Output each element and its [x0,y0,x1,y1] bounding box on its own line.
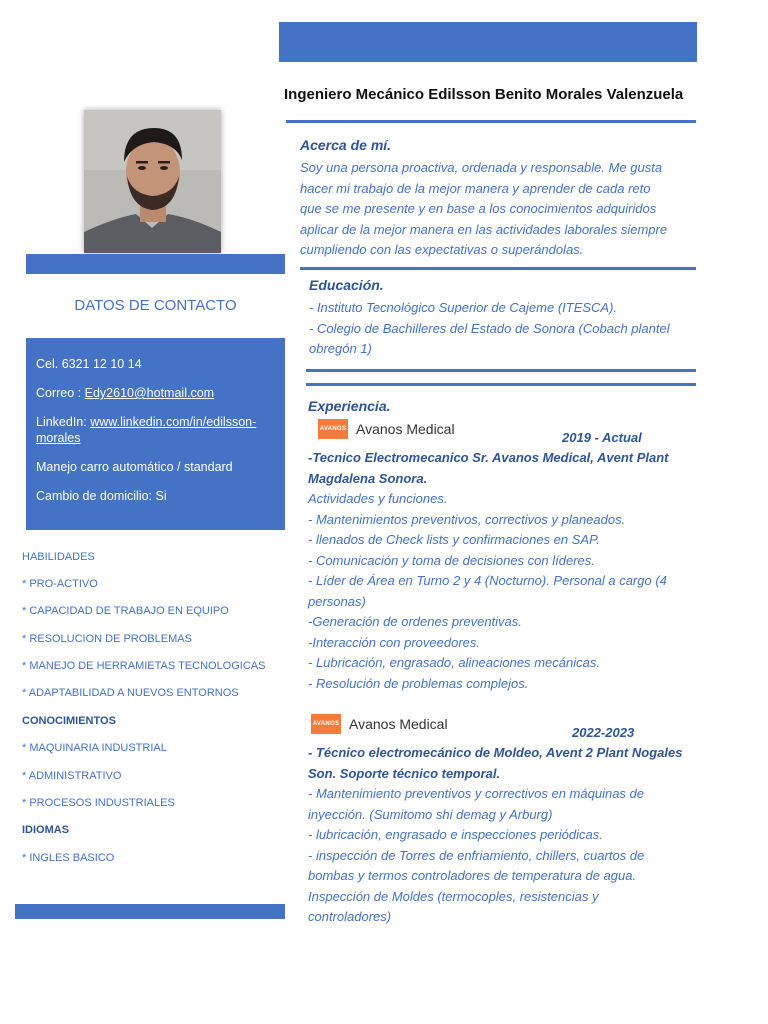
job-description [308,448,708,694]
page-title: Ingeniero Mecánico Edilsson Benito Morales Valenzuela [284,86,684,103]
job-description [308,743,708,928]
contact-box [26,338,285,530]
skill-item: * CAPACIDAD DE TRABAJO EN EQUIPO [22,605,229,617]
education-title: Educación. [309,277,384,293]
left-divider-bar [26,254,285,274]
about-line: cumpliendo con las expectativas o superándolas. [300,242,584,257]
contact-relocation: Cambio de domicilio: Si [36,489,167,503]
job-line: bombas y termos controladores de temperatura de agua. [308,868,637,883]
about-line: hacer mi trabajo de la mejor manera y aprender de cada reto [300,180,651,196]
job-line: - Mantenimientos preventivos, correctivos y planeados. [308,511,626,527]
contact-email-link[interactable]: Edy2610@hotmail.com [84,386,215,400]
knowledge-item: * MAQUINARIA INDUSTRIAL [22,742,167,754]
skill-item: * ADAPTABILIDAD A NUEVOS ENTORNOS [22,687,239,699]
about-line: aplicar de la mejor manera en las actividades laborales siempre [300,221,668,237]
company-logo-icon: AVANOS [311,714,341,734]
job-company-row [311,714,448,734]
education-line: - Colegio de Bachilleres del Estado de Sonora (Cobach plantel [309,320,670,336]
knowledge-heading: CONOCIMIENTOS [22,715,116,727]
education-line: obregón 1) [309,341,372,356]
job-role: - Técnico electromecánico de Moldeo, Avent 2 Plant Nogales [308,745,683,760]
about-text [300,158,700,261]
contact-email-label: Correo : [36,386,85,400]
job-line: inyección. (Sumitomo shi demag y Arburg) [308,806,553,822]
job-line: - inspección de Torres de enfriamiento, chillers, cuartos de [308,847,645,863]
job-line: - llenados de Check lists y confirmaciones en SAP. [308,532,600,547]
section-divider [306,369,696,372]
company-name: Avanos Medical [356,421,455,437]
contact-linkedin-label: LinkedIn: [36,415,91,429]
skill-item: * MANEJO DE HERRAMIETAS TECNOLOGICAS [22,660,266,672]
languages-heading: IDIOMAS [22,824,70,836]
language-item: * INGLES BASICO [22,852,115,864]
education-line: - Instituto Tecnológico Superior de Cajeme (ITESCA). [309,300,618,315]
job-line: controladores) [308,909,392,924]
contact-linkedin-link-cont[interactable]: morales [36,431,81,445]
company-logo-icon: AVANOS [318,419,348,439]
job-line: -Interacción con proveedores. [308,634,480,650]
about-line: Soy una persona proactiva, ordenada y responsable. Me gusta [300,160,663,175]
skills-heading: HABILIDADES [22,551,95,563]
contact-car: Manejo carro automático / standard [36,460,233,474]
section-divider [306,383,696,386]
skill-item: * RESOLUCION DE PROBLEMAS [22,633,192,645]
job-line: Actividades y funciones. [308,491,448,506]
job-line: personas) [308,593,366,609]
job-line: - Mantenimiento preventivos y correctivos en máquinas de [308,786,644,801]
job-line: - Líder de Área en Turno 2 y 4 (Nocturno). Personal a cargo (4 [308,573,667,588]
job-role: Son. Soporte técnico temporal. [308,765,501,781]
job-line: Inspección de Moldes (termocoples, resistencias y [308,888,599,904]
profile-photo [84,110,221,253]
left-footer-bar [15,904,285,919]
job-line: - lubricación, engrasado e inspecciones periódicas. [308,827,603,842]
job-role: -Tecnico Electromecanico Sr. Avanos Medical, Avent Plant [308,450,669,465]
contact-email-row [36,385,275,401]
knowledge-item: * PROCESOS INDUSTRIALES [22,797,175,809]
job-dates: 2019 - Actual [562,430,642,445]
section-divider [300,267,696,270]
job-role: Magdalena Sonora. [308,470,428,486]
experience-title: Experiencia. [308,398,391,414]
knowledge-item: * ADMINISTRATIVO [22,770,122,782]
education-text [309,298,709,360]
job-line: -Generación de ordenes preventivas. [308,614,522,629]
skill-item: * PRO-ACTIVO [22,578,98,590]
contact-heading: DATOS DE CONTACTO [74,297,237,314]
company-name: Avanos Medical [349,716,448,732]
job-line: - Comunicación y toma de decisiones con líderes. [308,552,595,568]
about-title: Acerca de mí. [300,137,392,153]
job-line: - Lubricación, engrasado, alineaciones mecánicas. [308,655,600,670]
contact-phone: Cel. 6321 12 10 14 [36,357,142,371]
job-line: - Resolución de problemas complejos. [308,675,529,691]
job-dates: 2022-2023 [572,725,635,740]
header-bar [279,22,697,62]
section-divider [286,120,696,123]
job-company-row [318,419,455,439]
contact-linkedin-row [36,414,275,446]
about-line: que se me presente y en base a los conocimientos adquiridos [300,201,657,216]
contact-linkedin-link[interactable]: www.linkedin.com/in/edilsson- [90,415,257,429]
